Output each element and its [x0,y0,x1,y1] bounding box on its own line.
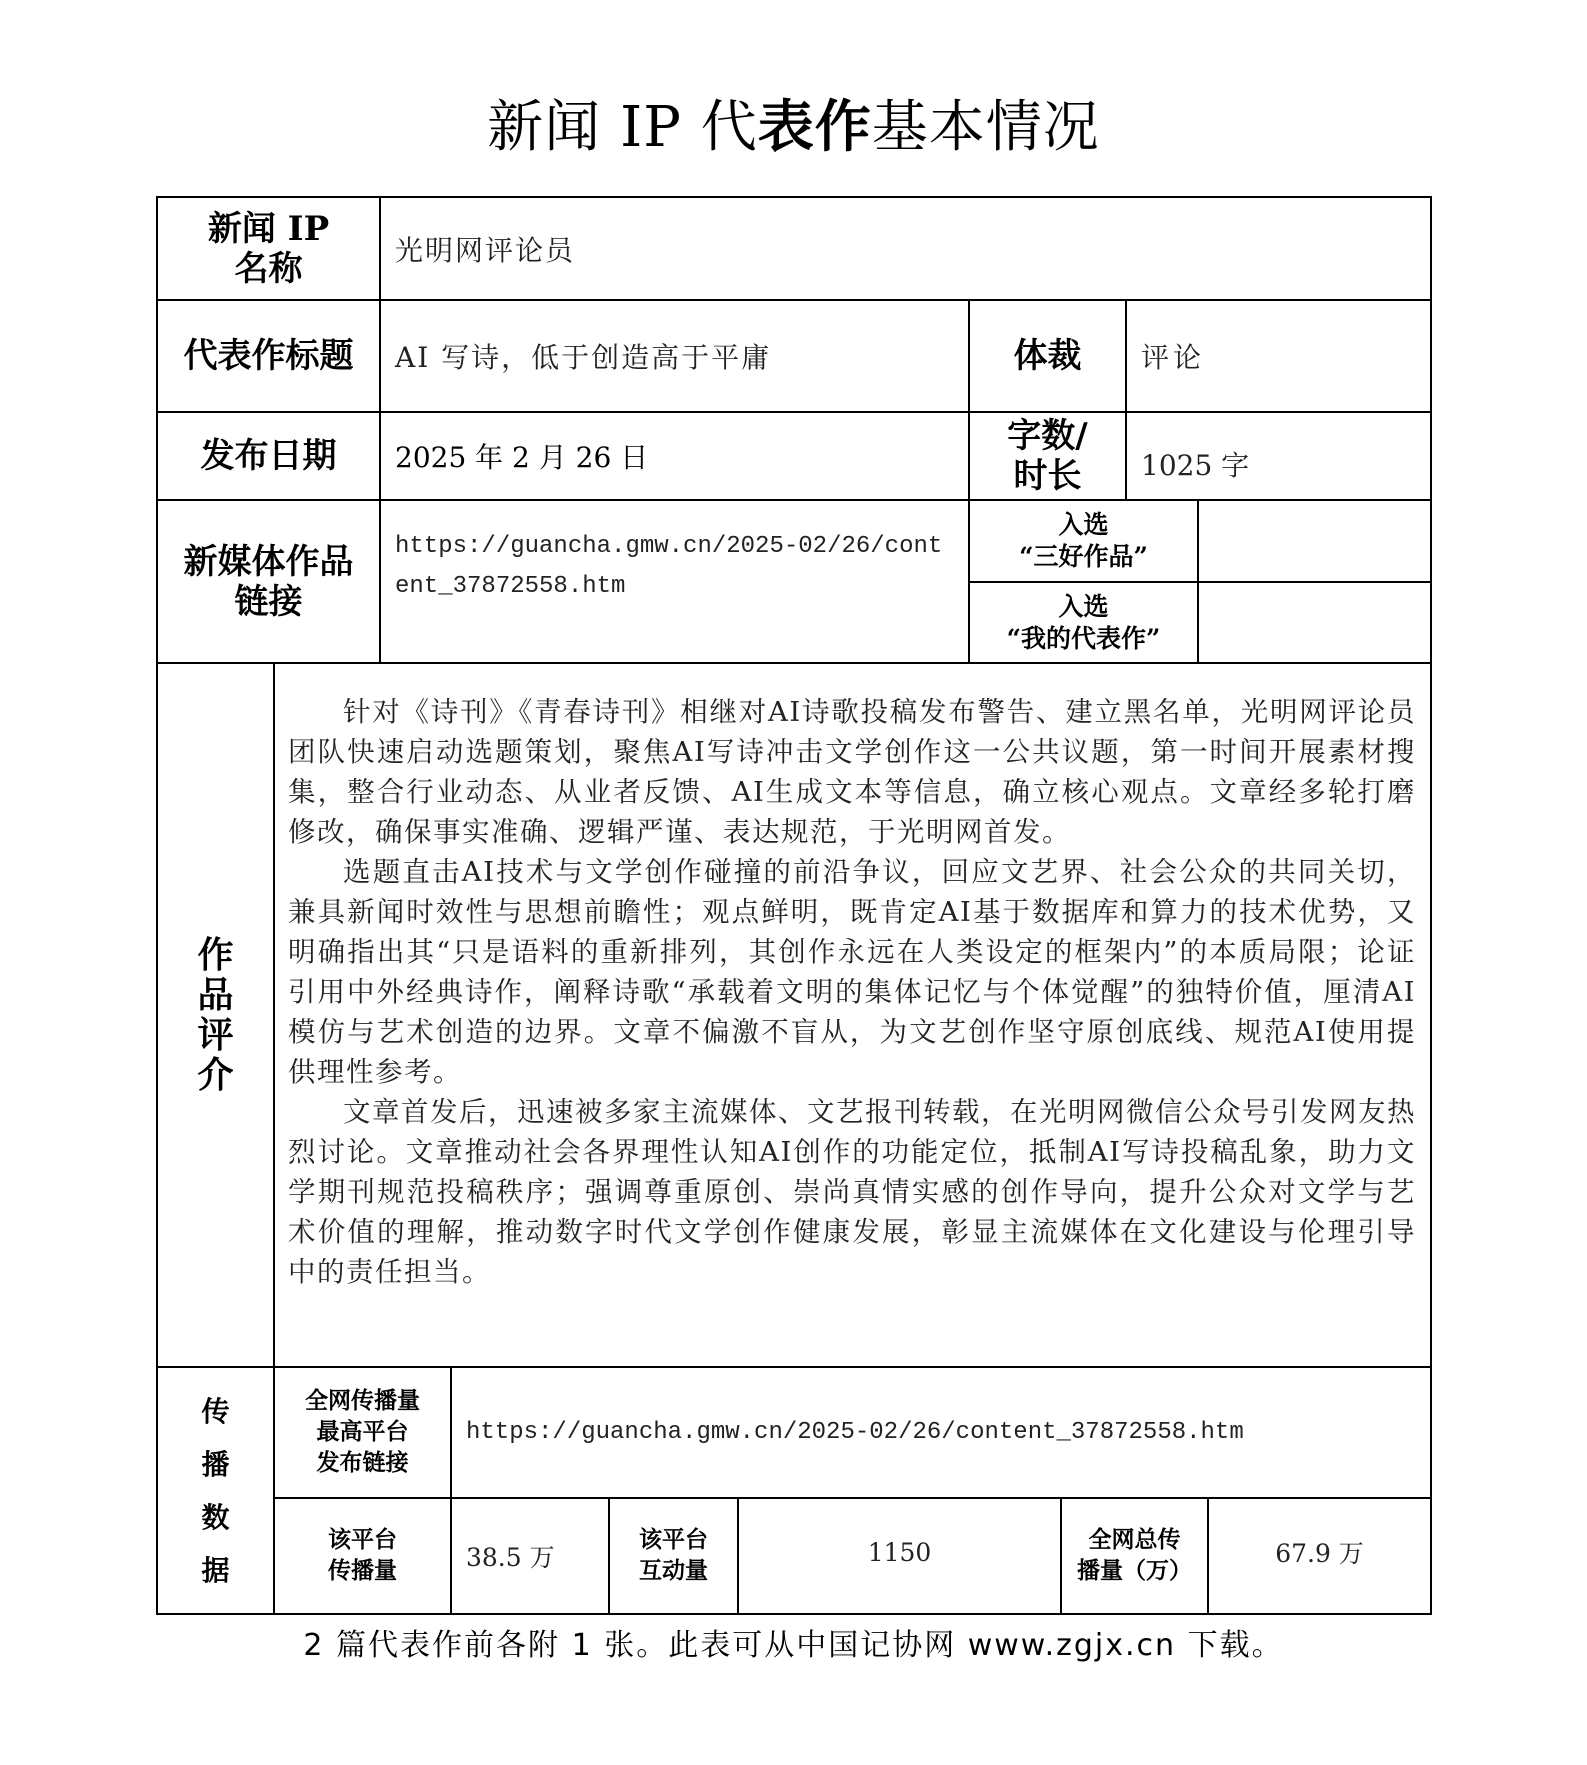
ip-name-label-line2: 名称 [234,248,303,289]
platform-interaction-value [737,1497,1062,1615]
word-count-label [968,411,1127,501]
publish-date-label-text: 发布日期 [200,436,337,476]
top-platform-link-value [450,1366,1432,1499]
work-title-label [156,299,381,413]
total-reach-label [1060,1497,1209,1615]
publish-date-value [379,411,970,501]
top-platform-link-label-line: 发布链接 [316,1450,409,1476]
evaluation-label [156,662,275,1368]
total-reach-label-line: 播量（万） [1077,1558,1192,1584]
evaluation-label-char: 介 [197,1054,234,1096]
top-platform-link-label [273,1366,452,1499]
genre-label-text: 体裁 [1013,336,1082,376]
my-work-label [968,581,1199,664]
my-work-value [1197,581,1432,664]
my-work-label-line1: 入选 [1058,591,1109,621]
new-media-link[interactable]: https://guancha.gmw.cn/2025-02/26/content_37872558.htm [395,533,943,600]
platform-reach-label-line: 该平台 [328,1527,397,1553]
publish-date-text: 2025 年 2 月 26 日 [395,441,649,474]
evaluation-paragraph: 针对《诗刊》《青春诗刊》相继对AI诗歌投稿发布警告、建立黑名单，光明网评论员团队快速启动选题策划，聚焦AI写诗冲击文学创作这一公共议题，第一时间开展素材搜集，整合行业动态、从业者反馈、AI生成文本等信息，确立核心观点。文章经多轮打磨修改，确保事实准确、逻辑严谨、表达规范，于光明网首发。 [288,696,1416,848]
word-count-label-line1: 字数/ [1007,416,1088,456]
ip-name-text: 光明网评论员 [395,233,576,267]
platform-reach-label [273,1497,452,1615]
work-title-label-text: 代表作标题 [183,336,354,376]
evaluation-paragraph: 文章首发后，迅速被多家主流媒体、文艺报刊转载，在光明网微信公众号引发网友热烈讨论。文章推动社会各界理性认知AI创作的功能定位，抵制AI写诗投稿乱象，助力文学期刊规范投稿秩序；强调尊重原创、崇尚真情实感的创作导向，提升公众对文学与艺术价值的理解，推动数字时代文学创作健康发展，彰显主流媒体在文化建设与伦理引导中的责任担当。 [288,1096,1416,1288]
page-title [0,92,1587,163]
work-title-text: AI 写诗，低于创造高于平庸 [395,341,772,374]
genre-value [1125,299,1432,413]
title-part1: 新闻 IP 代 [487,95,758,160]
evaluation-paragraph: 选题直击AI技术与文学创作碰撞的前沿争议，回应文艺界、社会公众的共同关切，兼具新闻时效性与思想前瞻性；观点鲜明，既肯定AI基于数据库和算力的技术优势，又明确指出其“只是语料的重新排列，其创作永远在人类设定的框架内”的本质局限；论证引用中外经典诗作，阐释诗歌“承载着文明的集体记忆与个体觉醒”的独特价值，厘清AI模仿与艺术创造的边界。文章不偏激不盲从，为文艺创作坚守原创底线、规范AI使用提供理性参考。 [288,856,1416,1088]
evaluation-label-char: 评 [197,1014,234,1056]
word-count-value [1125,411,1432,501]
total-reach-text: 67.9 万 [1275,1539,1364,1568]
propagation-label-char: 播 [201,1447,230,1481]
ip-name-label [156,196,381,301]
platform-reach-text: 38.5 万 [466,1543,555,1572]
propagation-label [156,1366,275,1615]
propagation-label-char: 传 [201,1394,230,1428]
platform-interaction-label [608,1497,739,1615]
total-reach-value [1207,1497,1432,1615]
my-work-label-line2: “我的代表作” [1006,623,1161,653]
propagation-label-char: 数 [201,1500,230,1534]
platform-interaction-text: 1150 [867,1537,932,1567]
new-media-link-value [379,499,970,664]
ip-name-label-line1: 新闻 IP [207,208,330,249]
total-reach-label-line: 全网总传 [1088,1527,1181,1553]
sanhao-label-line2: “三好作品” [1019,542,1148,571]
propagation-label-char: 据 [201,1553,230,1587]
top-platform-link-label-line: 全网传播量 [305,1388,420,1414]
word-count-text: 1025 字 [1141,449,1250,482]
publish-date-label [156,411,381,501]
genre-label [968,299,1127,413]
evaluation-label-char: 品 [197,974,234,1016]
ip-name-value [379,196,1432,301]
platform-reach-label-line: 传播量 [328,1558,397,1584]
sanhao-value [1197,499,1432,583]
footer-note: 2 篇代表作前各附 1 张。此表可从中国记协网 www.zgjx.cn 下载。 [303,1628,1284,1663]
sanhao-label [968,499,1199,583]
evaluation-label-char: 作 [197,934,234,976]
new-media-link-label-line1: 新媒体作品 [183,541,354,582]
new-media-link-label [156,499,381,664]
evaluation-text [288,692,1416,1292]
platform-interaction-label-line: 该平台 [639,1527,708,1553]
top-platform-link-label-line: 最高平台 [316,1419,409,1445]
work-title-value [379,299,970,413]
genre-text: 评论 [1141,341,1206,374]
title-bold: 表作 [757,94,872,160]
new-media-link-label-line2: 链接 [234,581,303,622]
word-count-label-line2: 时长 [1013,456,1082,496]
platform-reach-value [450,1497,610,1615]
top-platform-link[interactable]: https://guancha.gmw.cn/2025-02/26/content_37872558.htm [466,1419,1244,1446]
sanhao-label-line1: 入选 [1058,510,1109,539]
title-part2: 基本情况 [871,95,1100,160]
platform-interaction-label-line: 互动量 [639,1558,708,1584]
